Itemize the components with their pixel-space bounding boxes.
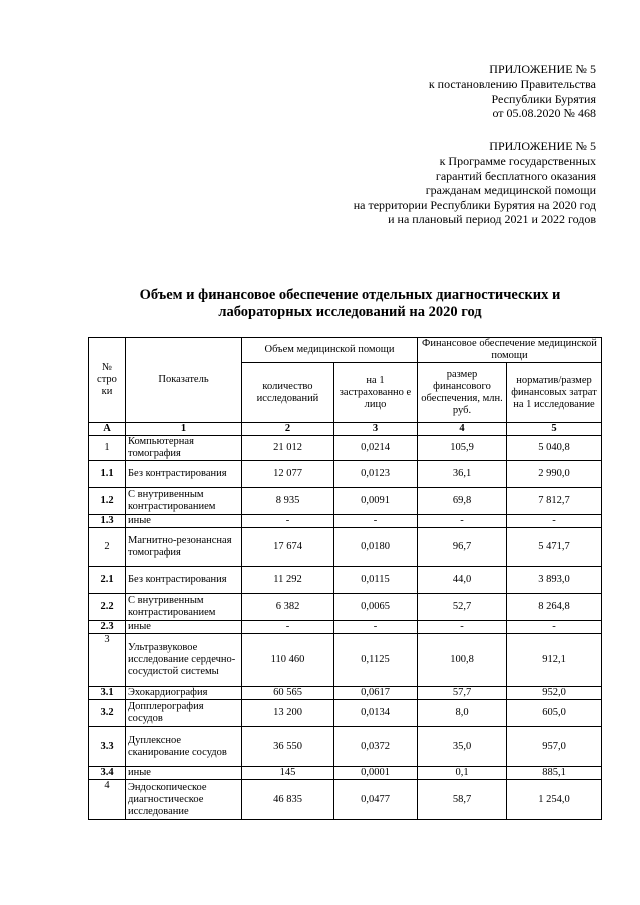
row-per-insured: 0,0372 xyxy=(334,727,418,767)
row-quantity: 8 935 xyxy=(242,488,334,515)
table-row xyxy=(89,515,602,528)
row-number: 2.2 xyxy=(89,594,126,621)
header-financing-amount: размер финансового обеспечения, млн. руб. xyxy=(418,363,507,423)
row-name: Без контрастирования xyxy=(126,567,242,594)
header-volume-group: Объем медицинской помощи xyxy=(242,338,418,363)
row-quantity: 110 460 xyxy=(242,634,334,687)
row-number: 1 xyxy=(89,436,126,461)
row-name: иные xyxy=(126,621,242,634)
row-per-insured: 0,0115 xyxy=(334,567,418,594)
table-row xyxy=(89,687,602,700)
row-per-insured: 0,0134 xyxy=(334,700,418,727)
row-name: Допплерография сосудов xyxy=(126,700,242,727)
row-name: Компьютерная томография xyxy=(126,436,242,461)
row-cost-norm: - xyxy=(507,621,602,634)
row-financing: 44,0 xyxy=(418,567,507,594)
row-number: 1.2 xyxy=(89,488,126,515)
row-name: С внутривенным контрастированием xyxy=(126,488,242,515)
appendix-line: Республики Бурятия xyxy=(491,91,596,106)
row-per-insured: 0,0001 xyxy=(334,767,418,780)
row-number: 2.3 xyxy=(89,621,126,634)
row-per-insured: 0,0477 xyxy=(334,780,418,820)
row-name: иные xyxy=(126,515,242,528)
row-per-insured: 0,0180 xyxy=(334,528,418,567)
row-per-insured: - xyxy=(334,621,418,634)
row-per-insured: 0,0091 xyxy=(334,488,418,515)
row-per-insured: - xyxy=(334,515,418,528)
document-title-line: лабораторных исследований на 2020 год xyxy=(218,304,482,320)
row-cost-norm: 8 264,8 xyxy=(507,594,602,621)
row-name: Эндоскопическое диагностическое исследование xyxy=(126,780,242,820)
row-financing: 96,7 xyxy=(418,528,507,567)
appendix-line: на территории Республики Бурятия на 2020 год xyxy=(353,197,596,212)
appendix-line: к постановлению Правительства xyxy=(428,77,596,92)
row-name: Ультразвуковое исследование сердечно-сосудистой системы xyxy=(126,634,242,687)
row-name: Магнитно-резонансная томография xyxy=(126,528,242,567)
header-row-number: № стро ки xyxy=(89,338,126,423)
row-name: Без контрастирования xyxy=(126,461,242,488)
row-per-insured: 0,0214 xyxy=(334,436,418,461)
row-quantity: 145 xyxy=(242,767,334,780)
row-name: Дуплексное сканирование сосудов xyxy=(126,727,242,767)
table-row xyxy=(89,700,602,727)
table-row xyxy=(89,634,602,687)
row-number: 2 xyxy=(89,528,126,567)
row-number: 3.4 xyxy=(89,767,126,780)
appendix-line: от 05.08.2020 № 468 xyxy=(492,106,596,121)
row-cost-norm: 7 812,7 xyxy=(507,488,602,515)
row-cost-norm: - xyxy=(507,515,602,528)
appendix-header-program xyxy=(354,139,596,226)
row-financing: 36,1 xyxy=(418,461,507,488)
row-number: 3.2 xyxy=(89,700,126,727)
row-financing: 0,1 xyxy=(418,767,507,780)
appendix-header-government xyxy=(429,62,596,121)
row-quantity: - xyxy=(242,621,334,634)
row-cost-norm: 5 040,8 xyxy=(507,436,602,461)
index-cell: 2 xyxy=(242,423,334,436)
row-number: 4 xyxy=(89,780,126,820)
row-financing: 8,0 xyxy=(418,700,507,727)
header-finance-group: Финансовое обеспечение медицинской помощи xyxy=(418,338,602,363)
appendix-line: гарантий бесплатного оказания xyxy=(435,168,596,183)
row-financing: - xyxy=(418,515,507,528)
table-row xyxy=(89,594,602,621)
row-cost-norm: 5 471,7 xyxy=(507,528,602,567)
index-cell: А xyxy=(89,423,126,436)
row-cost-norm: 605,0 xyxy=(507,700,602,727)
appendix-title: ПРИЛОЖЕНИЕ № 5 xyxy=(489,62,596,76)
row-per-insured: 0,0123 xyxy=(334,461,418,488)
row-quantity: 12 077 xyxy=(242,461,334,488)
row-number: 3.1 xyxy=(89,687,126,700)
diagnostics-table xyxy=(88,337,602,820)
row-quantity: 21 012 xyxy=(242,436,334,461)
row-financing: 52,7 xyxy=(418,594,507,621)
row-number: 3.3 xyxy=(89,727,126,767)
table-row xyxy=(89,488,602,515)
row-per-insured: 0,1125 xyxy=(334,634,418,687)
table-row xyxy=(89,780,602,820)
table-row xyxy=(89,767,602,780)
row-per-insured: 0,0065 xyxy=(334,594,418,621)
row-financing: 57,7 xyxy=(418,687,507,700)
table-row xyxy=(89,436,602,461)
table-row xyxy=(89,528,602,567)
row-quantity: - xyxy=(242,515,334,528)
header-indicator: Показатель xyxy=(126,338,242,423)
header-per-insured: на 1 застрахованно е лицо xyxy=(334,363,418,423)
table-row xyxy=(89,727,602,767)
document-title-line: Объем и финансовое обеспечение отдельных диагностических и xyxy=(139,287,561,303)
row-cost-norm: 3 893,0 xyxy=(507,567,602,594)
index-cell: 5 xyxy=(507,423,602,436)
row-number: 2.1 xyxy=(89,567,126,594)
row-name: С внутривенным контрастированием xyxy=(126,594,242,621)
row-number: 1.3 xyxy=(89,515,126,528)
row-quantity: 17 674 xyxy=(242,528,334,567)
row-number: 1.1 xyxy=(89,461,126,488)
row-quantity: 13 200 xyxy=(242,700,334,727)
row-quantity: 36 550 xyxy=(242,727,334,767)
row-cost-norm: 912,1 xyxy=(507,634,602,687)
row-financing: 35,0 xyxy=(418,727,507,767)
appendix-title: ПРИЛОЖЕНИЕ № 5 xyxy=(489,139,596,153)
index-cell: 4 xyxy=(418,423,507,436)
row-financing: 105,9 xyxy=(418,436,507,461)
row-cost-norm: 885,1 xyxy=(507,767,602,780)
table-row xyxy=(89,567,602,594)
header-quantity: количество исследований xyxy=(242,363,334,423)
table-row xyxy=(89,621,602,634)
row-financing: 58,7 xyxy=(418,780,507,820)
row-financing: 69,8 xyxy=(418,488,507,515)
row-quantity: 46 835 xyxy=(242,780,334,820)
row-per-insured: 0,0617 xyxy=(334,687,418,700)
row-cost-norm: 2 990,0 xyxy=(507,461,602,488)
row-name: иные xyxy=(126,767,242,780)
row-financing: 100,8 xyxy=(418,634,507,687)
row-financing: - xyxy=(418,621,507,634)
row-cost-norm: 957,0 xyxy=(507,727,602,767)
row-quantity: 6 382 xyxy=(242,594,334,621)
index-cell: 1 xyxy=(126,423,242,436)
row-cost-norm: 1 254,0 xyxy=(507,780,602,820)
header-cost-norm: норматив/размер финансовых затрат на 1 исследование xyxy=(507,363,602,423)
row-quantity: 11 292 xyxy=(242,567,334,594)
appendix-line: и на плановый период 2021 и 2022 годов xyxy=(388,212,596,227)
row-quantity: 60 565 xyxy=(242,687,334,700)
row-cost-norm: 952,0 xyxy=(507,687,602,700)
index-cell: 3 xyxy=(334,423,418,436)
appendix-line: к Программе государственных xyxy=(439,154,596,169)
row-number: 3 xyxy=(89,634,126,687)
table-row xyxy=(89,461,602,488)
document-title xyxy=(60,287,640,321)
appendix-line: гражданам медицинской помощи xyxy=(425,183,596,198)
row-name: Эхокардиография xyxy=(126,687,242,700)
